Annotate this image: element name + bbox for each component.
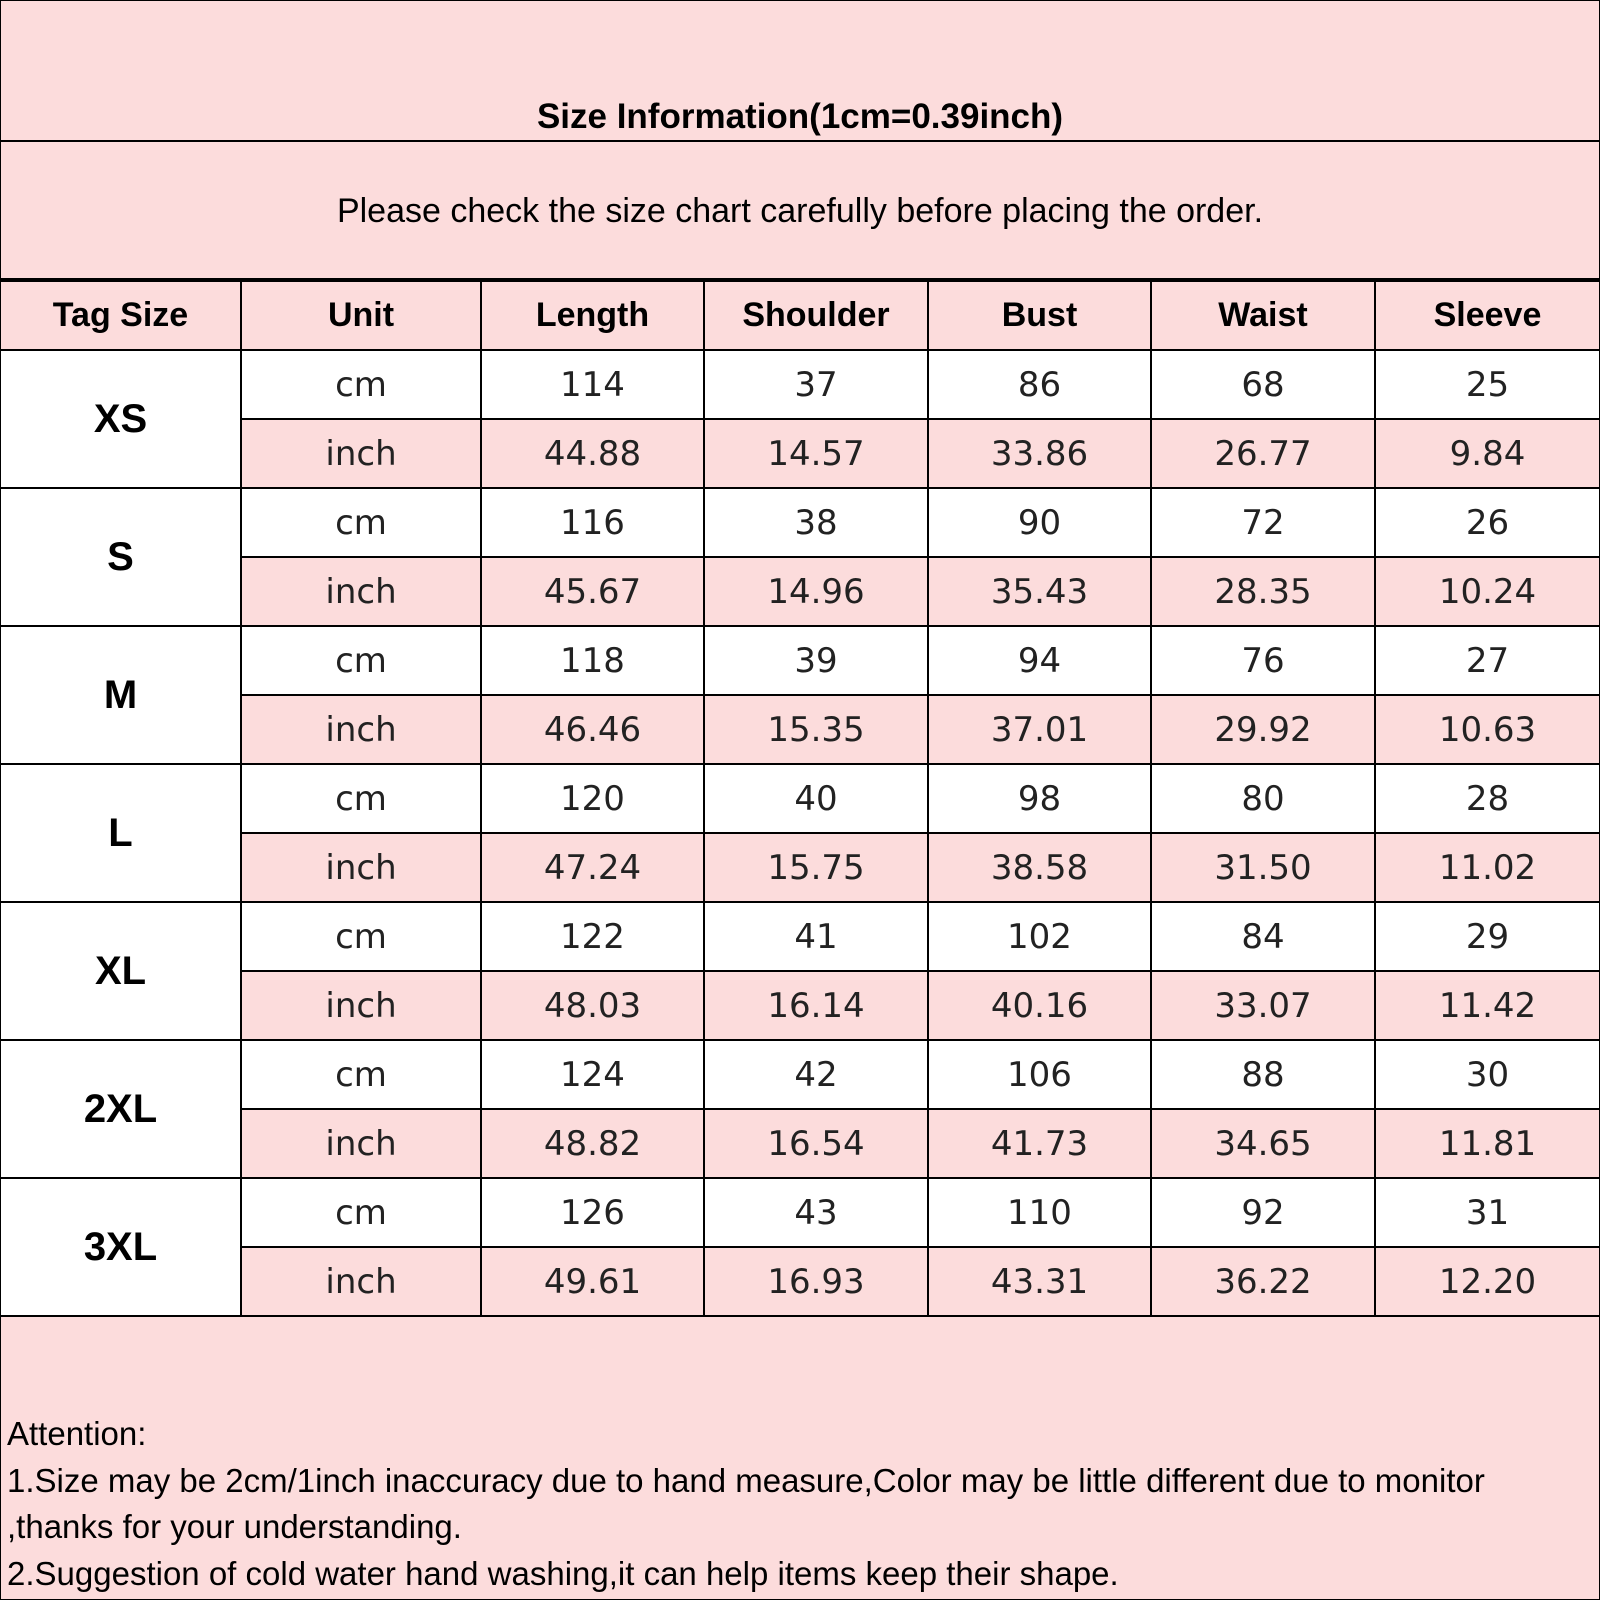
unit-cell: inch <box>241 695 481 764</box>
value-cell: 106 <box>928 1040 1151 1109</box>
size-table <box>1 280 1599 1317</box>
attention-notes <box>7 1411 1597 1597</box>
value-cell: 28 <box>1375 764 1599 833</box>
unit-cell: cm <box>241 764 481 833</box>
table-row <box>1 1178 1599 1247</box>
value-cell: 26.77 <box>1151 419 1375 488</box>
notes-line: ,thanks for your understanding. <box>7 1508 462 1545</box>
value-cell: 124 <box>481 1040 704 1109</box>
table-row <box>1 833 1599 902</box>
value-cell: 46.46 <box>481 695 704 764</box>
table-row <box>1 1247 1599 1316</box>
value-cell: 37 <box>704 350 928 419</box>
value-cell: 86 <box>928 350 1151 419</box>
value-cell: 31.50 <box>1151 833 1375 902</box>
value-cell: 38.58 <box>928 833 1151 902</box>
value-cell: 42 <box>704 1040 928 1109</box>
value-cell: 120 <box>481 764 704 833</box>
value-cell: 15.35 <box>704 695 928 764</box>
value-cell: 48.82 <box>481 1109 704 1178</box>
value-cell: 14.96 <box>704 557 928 626</box>
unit-cell: inch <box>241 419 481 488</box>
value-cell: 35.43 <box>928 557 1151 626</box>
table-row <box>1 1109 1599 1178</box>
table-row <box>1 626 1599 695</box>
value-cell: 110 <box>928 1178 1151 1247</box>
value-cell: 10.24 <box>1375 557 1599 626</box>
value-cell: 49.61 <box>481 1247 704 1316</box>
page-title: Size Information(1cm=0.39inch) <box>536 97 1064 136</box>
value-cell: 34.65 <box>1151 1109 1375 1178</box>
header-cell: Length <box>481 281 704 350</box>
unit-cell: cm <box>241 1178 481 1247</box>
value-cell: 118 <box>481 626 704 695</box>
value-cell: 80 <box>1151 764 1375 833</box>
unit-cell: inch <box>241 557 481 626</box>
value-cell: 33.07 <box>1151 971 1375 1040</box>
value-cell: 76 <box>1151 626 1375 695</box>
notes-line: 1.Size may be 2cm/1inch inaccuracy due to hand measure,Color may be little different due to monitor <box>7 1461 1485 1499</box>
value-cell: 44.88 <box>481 419 704 488</box>
table-row <box>1 764 1599 833</box>
tag-size-cell: M <box>1 626 241 764</box>
value-cell: 26 <box>1375 488 1599 557</box>
value-cell: 30 <box>1375 1040 1599 1109</box>
table-row <box>1 902 1599 971</box>
header-cell: Bust <box>928 281 1151 350</box>
table-row <box>1 557 1599 626</box>
tag-size-cell: 3XL <box>1 1178 241 1316</box>
value-cell: 15.75 <box>704 833 928 902</box>
header-cell: Unit <box>241 281 481 350</box>
value-cell: 48.03 <box>481 971 704 1040</box>
header-cell: Sleeve <box>1375 281 1599 350</box>
tag-size-cell: L <box>1 764 241 902</box>
value-cell: 126 <box>481 1178 704 1247</box>
header-cell: Shoulder <box>704 281 928 350</box>
value-cell: 72 <box>1151 488 1375 557</box>
value-cell: 94 <box>928 626 1151 695</box>
value-cell: 11.81 <box>1375 1109 1599 1178</box>
value-cell: 41 <box>704 902 928 971</box>
value-cell: 114 <box>481 350 704 419</box>
value-cell: 31 <box>1375 1178 1599 1247</box>
table-row <box>1 419 1599 488</box>
value-cell: 16.93 <box>704 1247 928 1316</box>
unit-cell: cm <box>241 1040 481 1109</box>
tag-size-cell: XL <box>1 902 241 1040</box>
value-cell: 14.57 <box>704 419 928 488</box>
tag-size-cell: S <box>1 488 241 626</box>
unit-cell: cm <box>241 350 481 419</box>
value-cell: 11.42 <box>1375 971 1599 1040</box>
tag-size-cell: XS <box>1 350 241 488</box>
value-cell: 47.24 <box>481 833 704 902</box>
table-row <box>1 488 1599 557</box>
value-cell: 39 <box>704 626 928 695</box>
unit-cell: cm <box>241 902 481 971</box>
unit-cell: inch <box>241 833 481 902</box>
value-cell: 16.14 <box>704 971 928 1040</box>
page-subtitle: Please check the size chart carefully before placing the order. <box>336 192 1264 230</box>
value-cell: 116 <box>481 488 704 557</box>
table-row <box>1 971 1599 1040</box>
value-cell: 90 <box>928 488 1151 557</box>
value-cell: 92 <box>1151 1178 1375 1247</box>
unit-cell: inch <box>241 1247 481 1316</box>
subtitle-band <box>1 142 1599 280</box>
value-cell: 102 <box>928 902 1151 971</box>
value-cell: 40 <box>704 764 928 833</box>
value-cell: 43.31 <box>928 1247 1151 1316</box>
value-cell: 29 <box>1375 902 1599 971</box>
tag-size-cell: 2XL <box>1 1040 241 1178</box>
table-row <box>1 1040 1599 1109</box>
unit-cell: inch <box>241 1109 481 1178</box>
value-cell: 29.92 <box>1151 695 1375 764</box>
table-row <box>1 350 1599 419</box>
value-cell: 27 <box>1375 626 1599 695</box>
header-row <box>1 281 1599 350</box>
value-cell: 122 <box>481 902 704 971</box>
title-band <box>1 1 1599 142</box>
value-cell: 68 <box>1151 350 1375 419</box>
value-cell: 41.73 <box>928 1109 1151 1178</box>
unit-cell: cm <box>241 626 481 695</box>
value-cell: 36.22 <box>1151 1247 1375 1316</box>
value-cell: 25 <box>1375 350 1599 419</box>
value-cell: 12.20 <box>1375 1247 1599 1316</box>
notes-heading: Attention: <box>7 1415 147 1452</box>
value-cell: 38 <box>704 488 928 557</box>
value-cell: 37.01 <box>928 695 1151 764</box>
value-cell: 88 <box>1151 1040 1375 1109</box>
header-cell: Tag Size <box>1 281 241 350</box>
value-cell: 11.02 <box>1375 833 1599 902</box>
value-cell: 16.54 <box>704 1109 928 1178</box>
unit-cell: cm <box>241 488 481 557</box>
value-cell: 45.67 <box>481 557 704 626</box>
value-cell: 84 <box>1151 902 1375 971</box>
value-cell: 43 <box>704 1178 928 1247</box>
unit-cell: inch <box>241 971 481 1040</box>
value-cell: 10.63 <box>1375 695 1599 764</box>
value-cell: 9.84 <box>1375 419 1599 488</box>
header-cell: Waist <box>1151 281 1375 350</box>
value-cell: 33.86 <box>928 419 1151 488</box>
value-cell: 28.35 <box>1151 557 1375 626</box>
notes-line: 2.Suggestion of cold water hand washing,it can help items keep their shape. <box>7 1554 1119 1592</box>
table-row <box>1 695 1599 764</box>
value-cell: 40.16 <box>928 971 1151 1040</box>
value-cell: 98 <box>928 764 1151 833</box>
